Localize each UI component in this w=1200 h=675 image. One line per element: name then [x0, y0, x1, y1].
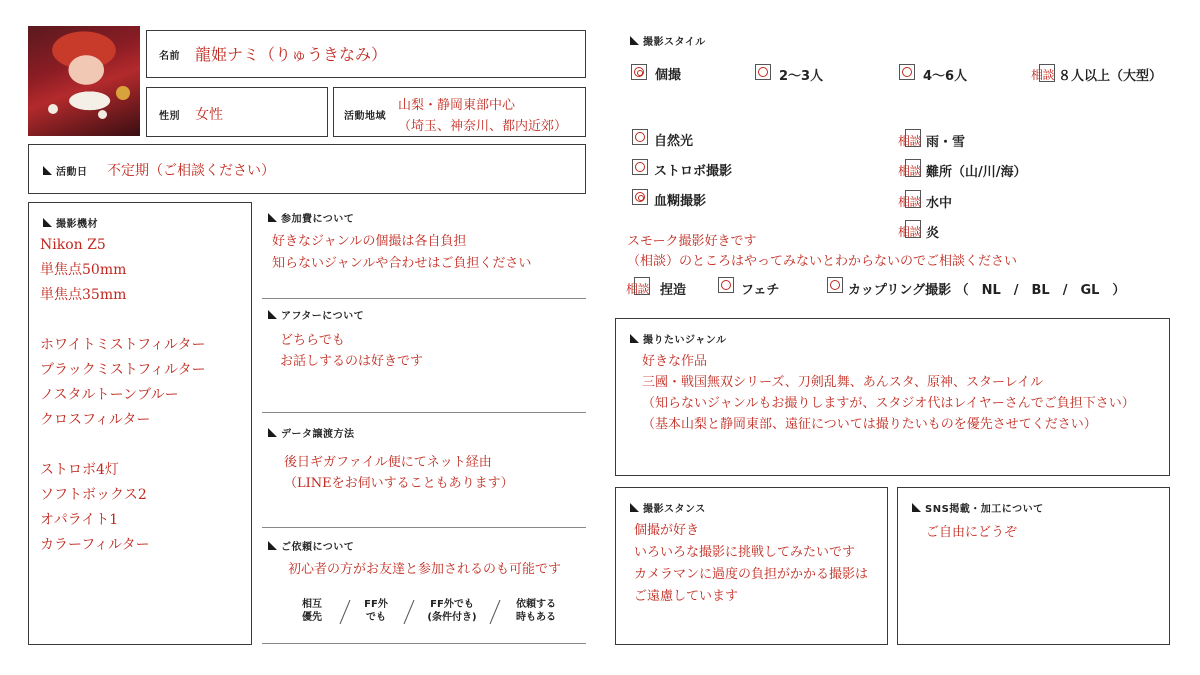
- area-value-line1: 山梨・静岡東部中心: [398, 98, 516, 113]
- equipment-spacer: [40, 433, 206, 458]
- request-line1: 初心者の方がお友達と参加されるのも可能です: [288, 562, 562, 577]
- option-strobe-label: ストロボ撮影: [654, 164, 733, 179]
- data-transfer-title: データ譲渡方法: [281, 429, 355, 440]
- option-fetish-label: フェチ: [741, 283, 780, 298]
- option-8plus-label: ８人以上（大型）: [1058, 69, 1163, 84]
- equipment-item: ストロボ4灯: [40, 462, 119, 478]
- profile-avatar: [28, 26, 140, 136]
- equipment-item: ソフトボックス2: [40, 487, 147, 503]
- option-solo-label: 個撮: [655, 68, 682, 83]
- fee-section: [264, 202, 586, 298]
- option-fabrication-label: 捏造: [660, 283, 687, 298]
- genre-line: （基本山梨と静岡東部、遠征については撮りたいものを優先させてください）: [642, 417, 1097, 432]
- consult-mark: 相談: [898, 164, 922, 178]
- equipment-item: カラーフィルター: [40, 537, 150, 553]
- consult-mark: 相談: [626, 282, 650, 296]
- slash-separator: [488, 598, 502, 626]
- option-mark-circle: [632, 159, 648, 175]
- equipment-item: オパライト1: [40, 512, 119, 528]
- name-box: [146, 30, 586, 78]
- fee-title: 参加費について: [281, 214, 355, 225]
- gender-label: 性別: [159, 111, 180, 122]
- gender-box: [146, 87, 328, 137]
- genre-line: 三國・戦国無双シリーズ、刀剣乱舞、あんスタ、原神、スターレイル: [642, 375, 1044, 390]
- option-mark-circle: [755, 64, 771, 80]
- option-mark-double-circle: [632, 189, 648, 205]
- data-transfer-line2: （LINEをお伺いすることもあります）: [284, 476, 514, 491]
- equipment-spacer: [40, 308, 206, 333]
- slash-separator: [338, 598, 352, 626]
- option-underwater-label: 水中: [926, 196, 953, 211]
- stance-title: 撮影スタンス: [643, 504, 706, 515]
- option-natural-light-label: 自然光: [654, 134, 694, 149]
- divider: [262, 643, 586, 644]
- equipment-item: 単焦点50mm: [40, 262, 127, 278]
- gender-value: 女性: [195, 107, 223, 123]
- option-2-3-label: 2〜3人: [779, 69, 824, 84]
- section-marker-icon: [43, 218, 52, 227]
- activity-day-box: [28, 144, 586, 194]
- option-blood-label: 血糊撮影: [654, 194, 707, 209]
- request-section: [264, 528, 586, 644]
- fee-line1: 好きなジャンルの個撮は各自負担: [272, 234, 467, 249]
- stance-line: カメラマンに過度の負担がかかる撮影は: [634, 567, 869, 582]
- activity-day-value: 不定期（ご相談ください）: [107, 163, 275, 179]
- after-line2: お話しするのは好きです: [280, 354, 424, 369]
- sns-box: [897, 487, 1170, 645]
- after-section: [264, 299, 586, 411]
- genre-line: 好きな作品: [642, 354, 708, 369]
- section-marker-icon: [43, 166, 52, 175]
- equipment-item: 単焦点35mm: [40, 287, 127, 303]
- data-transfer-section: [264, 413, 586, 525]
- area-value-line2: （埼玉、神奈川、都内近郊）: [398, 119, 568, 134]
- equipment-item: クロスフィルター: [40, 412, 151, 428]
- data-transfer-line1: 後日ギガファイル便にてネット経由: [284, 455, 492, 470]
- area-label: 活動地域: [344, 111, 386, 122]
- section-marker-icon: [630, 503, 639, 512]
- equipment-item: ブラックミストフィルター: [40, 362, 206, 378]
- section-marker-icon: [268, 428, 277, 437]
- section-marker-icon: [268, 541, 277, 550]
- request-title: ご依頼について: [281, 542, 355, 553]
- option-mark-double-circle: [631, 64, 647, 80]
- consult-mark: 相談: [898, 195, 922, 209]
- area-box: [333, 87, 586, 137]
- equipment-list: [40, 233, 206, 558]
- activity-day-label: 活動日: [56, 167, 88, 178]
- consult-mark: 相談: [898, 225, 922, 239]
- request-option: 相互 優先: [302, 599, 322, 623]
- request-option: 依頼する 時もある: [516, 599, 556, 623]
- equipment-box: [28, 202, 252, 645]
- stance-line: 個撮が好き: [634, 523, 700, 538]
- section-marker-icon: [630, 334, 639, 343]
- genre-title: 撮りたいジャンル: [643, 335, 727, 346]
- after-title: アフターについて: [281, 311, 365, 322]
- genre-box: [615, 318, 1170, 476]
- option-fire-label: 炎: [926, 226, 940, 241]
- section-marker-icon: [268, 213, 277, 222]
- option-coupling-label: カップリング撮影 （ NL / BL / GL ）: [848, 283, 1126, 298]
- name-value: 龍姫ナミ（りゅうきなみ）: [195, 45, 388, 64]
- option-mark-circle: [899, 64, 915, 80]
- equipment-item: ホワイトミストフィルター: [40, 337, 206, 353]
- option-rain-snow-label: 雨・雪: [926, 135, 966, 150]
- style-note1: スモーク撮影好きです: [627, 234, 757, 249]
- style-title: 撮影スタイル: [643, 37, 706, 48]
- equipment-item: Nikon Z5: [40, 237, 106, 253]
- style-note2: （相談）のところはやってみないとわからないのでご相談ください: [627, 254, 1018, 269]
- option-mark-circle: [718, 277, 734, 293]
- stance-box: [615, 487, 888, 645]
- section-marker-icon: [912, 503, 921, 512]
- option-mark-circle: [632, 129, 648, 145]
- equipment-title: 撮影機材: [56, 219, 98, 230]
- request-option: FF外でも (条件付き): [427, 599, 477, 623]
- request-option: FF外 でも: [364, 599, 388, 623]
- fee-line2: 知らないジャンルや合わせはご負担ください: [272, 256, 532, 271]
- after-line1: どちらでも: [280, 333, 345, 348]
- stance-line: ご遠慮しています: [634, 589, 739, 604]
- stance-line: いろいろな撮影に挑戦してみたいです: [634, 545, 856, 560]
- section-marker-icon: [268, 310, 277, 319]
- slash-separator: [402, 598, 416, 626]
- option-4-6-label: 4〜6人: [923, 69, 968, 84]
- consult-mark: 相談: [1031, 68, 1055, 82]
- option-mark-circle: [827, 277, 843, 293]
- consult-mark: 相談: [898, 134, 922, 148]
- sns-line1: ご自由にどうぞ: [926, 525, 1018, 540]
- equipment-item: ノスタルトーンブルー: [40, 387, 179, 403]
- genre-line: （知らないジャンルもお撮りしますが、スタジオ代はレイヤーさんでご負担下さい）: [642, 396, 1135, 411]
- sns-title: SNS掲載・加工について: [925, 504, 1044, 515]
- name-label: 名前: [159, 51, 180, 62]
- section-marker-icon: [630, 36, 639, 45]
- option-difficult-place-label: 難所（山/川/海）: [926, 165, 1027, 180]
